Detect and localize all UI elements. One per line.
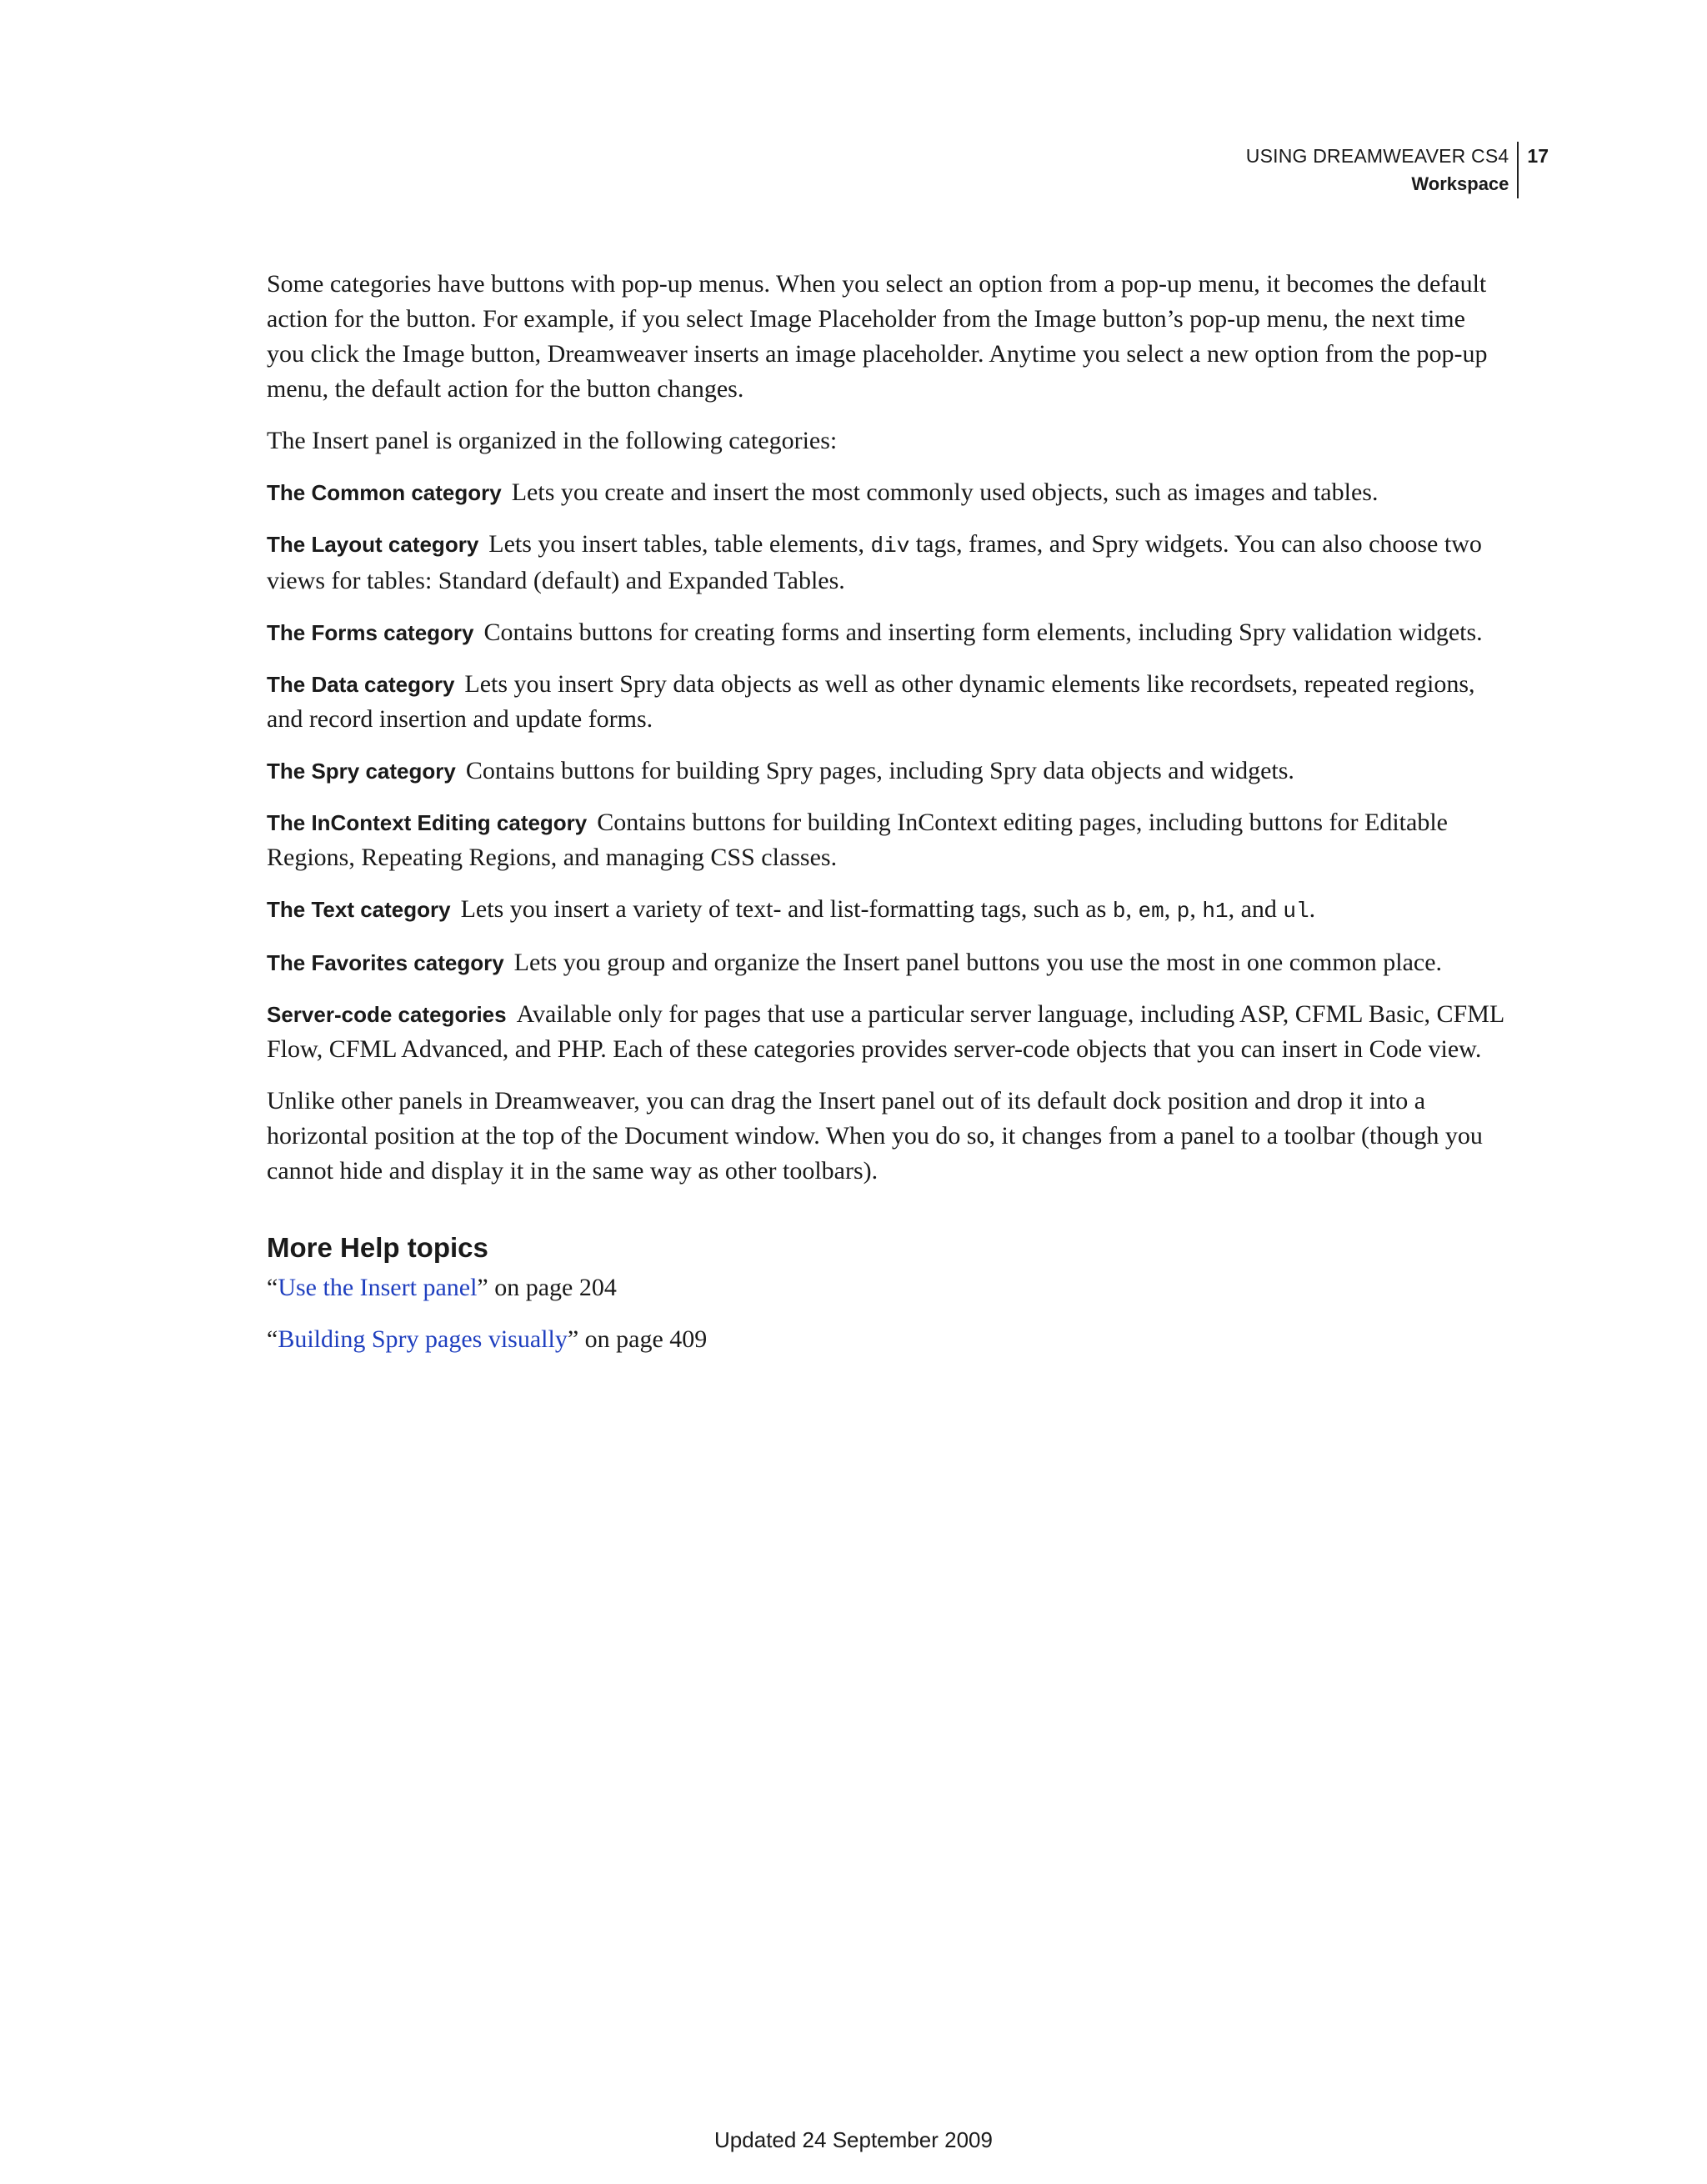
category-incontext: [267, 805, 1509, 875]
category-term: The Favorites category: [267, 950, 504, 975]
category-term: The InContext Editing category: [267, 810, 588, 835]
category-data: [267, 667, 1509, 737]
category-forms: [267, 615, 1509, 650]
link-use-insert-panel[interactable]: Use the Insert panel: [278, 1274, 478, 1301]
category-desc: Contains buttons for building InContext editing pages, including buttons for Editable Regions, Repeating Regions, and managing CSS classes.: [267, 809, 1448, 871]
code-div: div: [870, 533, 910, 559]
sentence-end: .: [1309, 895, 1316, 923]
separator: ,: [1164, 895, 1177, 923]
main-content: [267, 267, 1509, 1374]
category-favorites: [267, 945, 1509, 980]
category-term: The Spry category: [267, 759, 456, 784]
intro-paragraph: Some categories have buttons with pop-up menus. When you select an option from a pop-up menu, it becomes the default action for the button. For example, if you select Image Placeholder from the Image button’s pop-up menu, the next time you click the Image button, Dreamweaver inserts an image placeholder. Anytime you select a new option from the pop-up menu, the default action for the button changes.: [267, 270, 1488, 403]
separator: ,: [1125, 895, 1139, 923]
help-topic-item: [267, 1270, 1509, 1305]
more-help-heading: More Help topics: [267, 1232, 488, 1263]
link-building-spry-pages[interactable]: Building Spry pages visually: [278, 1325, 568, 1353]
category-desc: Available only for pages that use a particular server language, including ASP, CFML Basic, CFML Flow, CFML Advanced, and PHP. Each of these categories provides server-code objects that you can insert in Code view.: [267, 1000, 1504, 1063]
category-term: The Common category: [267, 480, 502, 505]
page-number: 17: [1527, 145, 1549, 167]
category-desc: Contains buttons for building Spry pages, including Spry data objects and widgets.: [465, 757, 1294, 784]
quote-open: “: [267, 1325, 278, 1353]
category-term: The Layout category: [267, 532, 479, 557]
code-em: em: [1138, 899, 1164, 924]
category-desc: Lets you group and organize the Insert panel buttons you use the most in one common place.: [513, 949, 1443, 976]
category-desc: Lets you create and insert the most commonly used objects, such as images and tables.: [511, 478, 1379, 506]
page-reference: ” on page 204: [477, 1274, 617, 1301]
separator: ,: [1189, 895, 1203, 923]
categories-intro: The Insert panel is organized in the following categories:: [267, 427, 838, 454]
category-spry: [267, 754, 1509, 789]
category-desc-cont: tags, frames, and Spry widgets. You can also choose two views for tables: Standard (default) and Expanded Tables.: [267, 530, 1482, 594]
code-h1: h1: [1202, 899, 1229, 924]
category-desc: Lets you insert tables, table elements,: [488, 530, 871, 558]
page-footer: Updated 24 September 2009: [714, 2127, 993, 2152]
separator: , and: [1228, 895, 1284, 923]
header-text-block: [1246, 142, 1519, 198]
category-server: [267, 997, 1509, 1067]
header-section: Workspace: [1411, 173, 1509, 194]
category-term: The Text category: [267, 897, 451, 922]
category-text: [267, 892, 1509, 929]
code-b: b: [1112, 899, 1126, 924]
category-term: The Forms category: [267, 620, 474, 645]
category-desc: Lets you insert Spry data objects as well as other dynamic elements like recordsets, repeated regions, and record insertion and update forms.: [267, 670, 1475, 733]
quote-open: “: [267, 1274, 278, 1301]
header-title: USING DREAMWEAVER CS4: [1245, 145, 1509, 167]
category-term: Server-code categories: [267, 1002, 507, 1027]
category-common: [267, 475, 1509, 510]
page-header: [1246, 142, 1549, 198]
page-reference: ” on page 409: [567, 1325, 708, 1353]
category-layout: [267, 527, 1509, 599]
category-desc: Contains buttons for creating forms and inserting form elements, including Spry validation widgets.: [483, 619, 1483, 646]
category-term: The Data category: [267, 672, 455, 697]
outro-paragraph: Unlike other panels in Dreamweaver, you can drag the Insert panel out of its default dock position and drop it into a horizontal position at the top of the Document window. When you do so, it changes from a panel to a toolbar (though you cannot hide and display it in the same way as other toolbars).: [267, 1087, 1483, 1185]
code-ul: ul: [1283, 899, 1309, 924]
code-p: p: [1176, 899, 1190, 924]
category-desc: Lets you insert a variety of text- and list-formatting tags, such as: [460, 895, 1113, 923]
help-topic-item: [267, 1322, 1509, 1357]
